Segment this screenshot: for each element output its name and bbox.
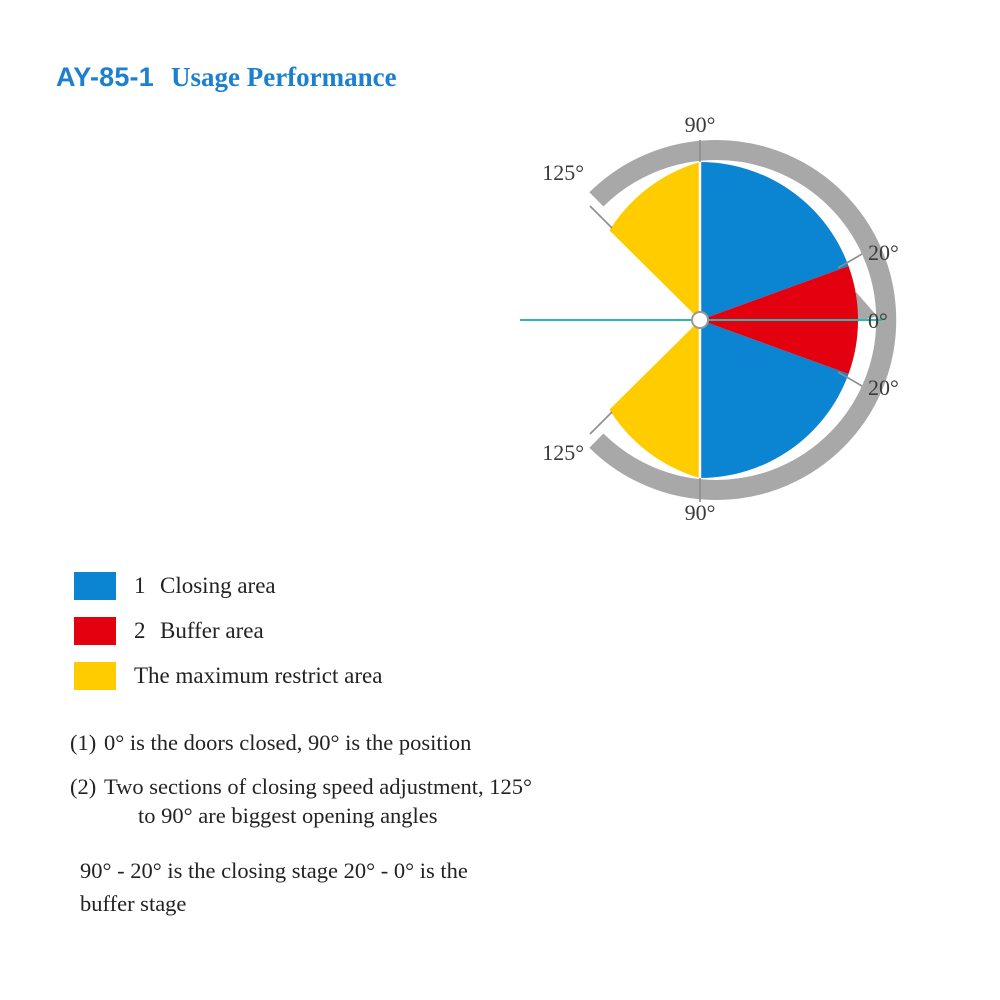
notes-block	[70, 728, 770, 920]
note-2-line2: to 90° are biggest opening angles	[138, 803, 438, 829]
note-2-body	[104, 772, 770, 831]
label-top-125: 125°	[542, 160, 584, 185]
label-right-20-lower: 20°	[868, 375, 899, 400]
label-bottom-90: 90°	[684, 500, 716, 525]
note-1	[70, 728, 770, 758]
legend-number-1: 1	[134, 572, 146, 598]
title-text: Usage Performance	[170, 62, 397, 92]
label-bottom-125: 125°	[542, 440, 584, 465]
label-top-90: 90°	[684, 112, 716, 137]
note-2	[70, 772, 770, 831]
note-final-line1: 90° - 20° is the closing stage 20° - 0° is the	[80, 858, 468, 884]
note-final	[70, 855, 770, 920]
product-code: AY-85-1	[56, 62, 154, 92]
legend-number-2: 2	[134, 617, 146, 643]
note-2-line1: Two sections of closing speed adjustment, 125°	[104, 773, 532, 799]
note-1-line1: 0° is the doors closed, 90° is the position	[104, 730, 472, 755]
legend-label-buffer: Buffer area	[160, 617, 264, 643]
note-1-marker: (1)	[70, 730, 97, 755]
legend-label-closing: Closing area	[160, 572, 276, 598]
legend-item-restrict	[74, 653, 594, 698]
page-title	[56, 62, 397, 93]
legend-swatch-buffer	[74, 617, 116, 645]
pivot-hub	[692, 312, 708, 328]
legend-swatch-restrict	[74, 662, 116, 690]
label-right-20-upper: 20°	[868, 240, 899, 265]
legend-item-closing	[74, 563, 594, 608]
legend-label-restrict: The maximum restrict area	[134, 662, 383, 688]
legend	[74, 563, 594, 698]
legend-item-buffer	[74, 608, 594, 653]
note-final-line2: buffer stage	[80, 890, 187, 916]
legend-swatch-closing	[74, 572, 116, 600]
label-right-0: 0°	[868, 308, 888, 333]
angle-diagram	[520, 110, 940, 530]
note-2-marker: (2)	[70, 773, 97, 799]
